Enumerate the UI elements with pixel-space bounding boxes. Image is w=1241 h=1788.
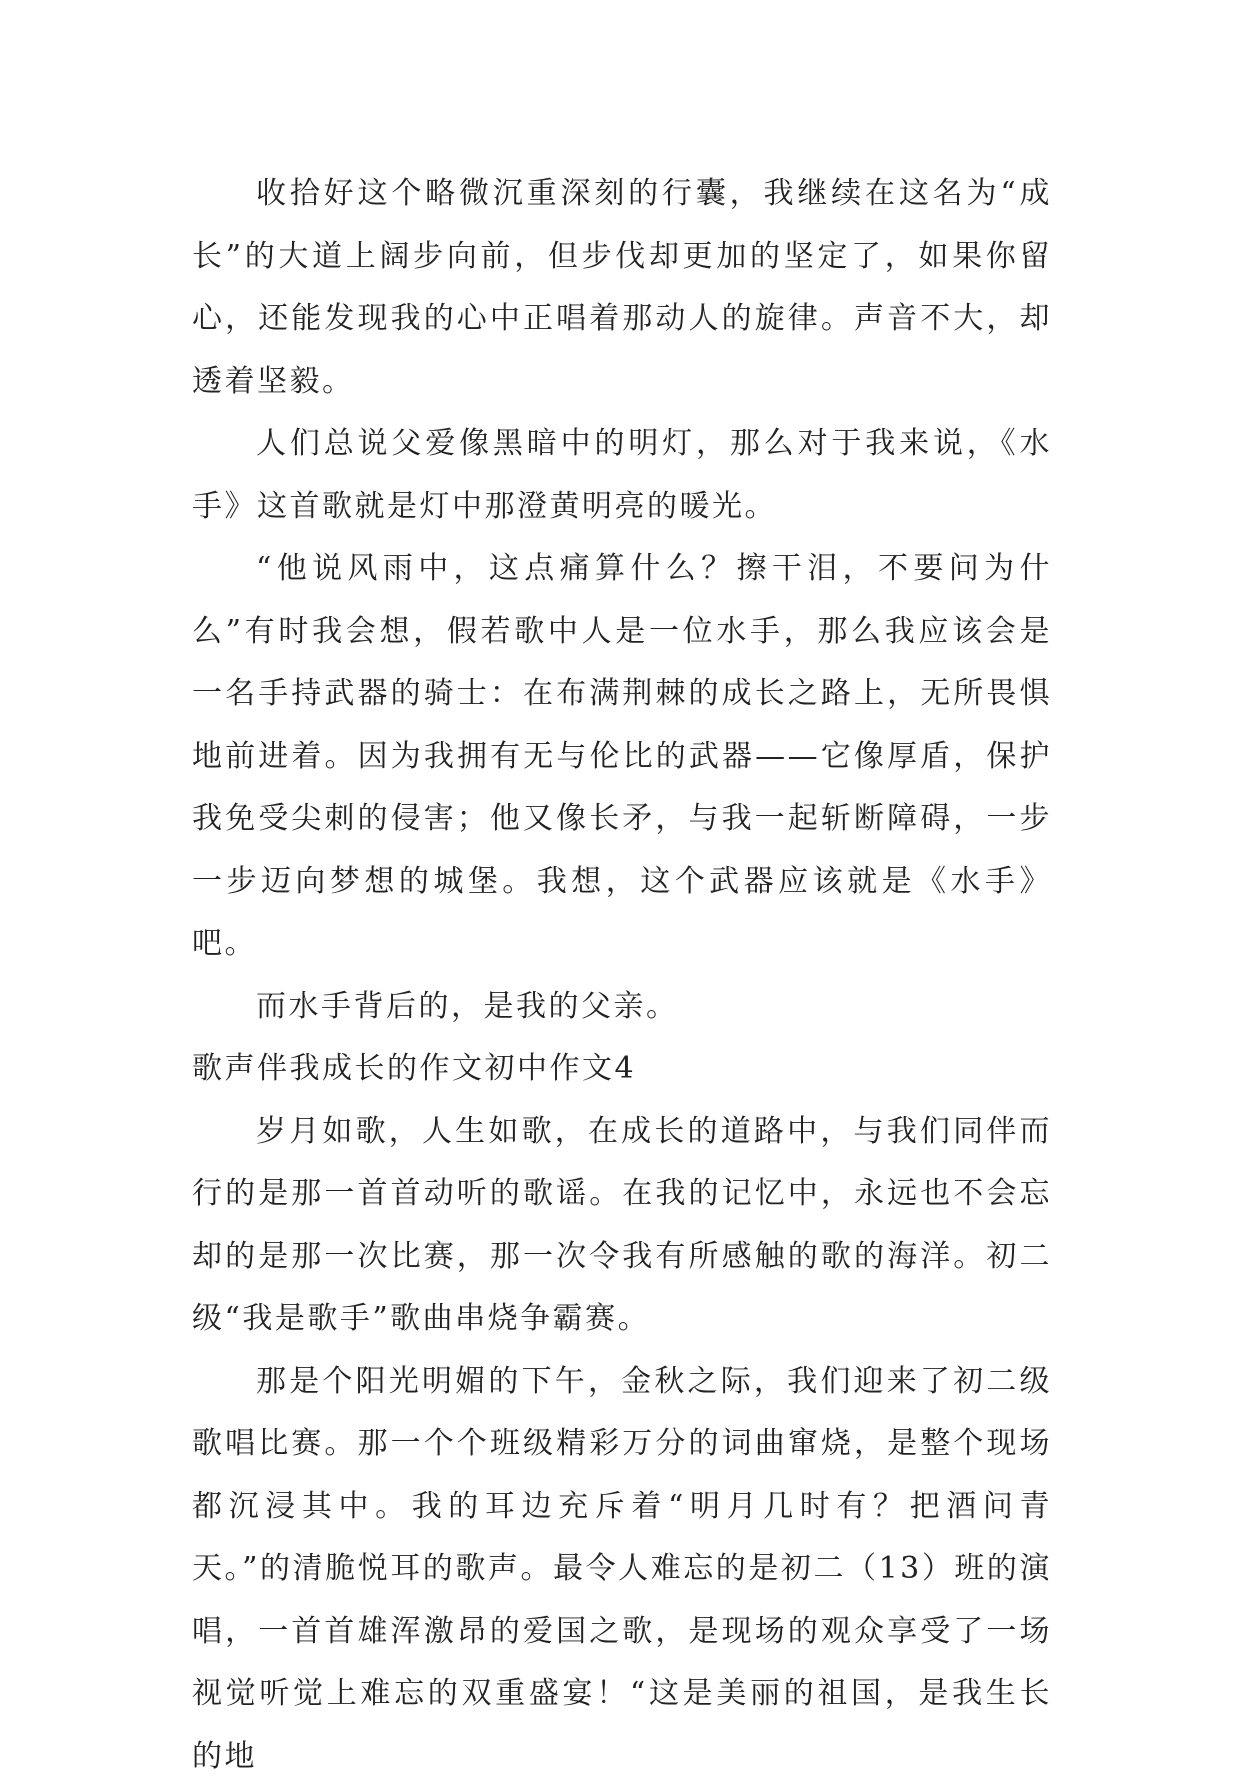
paragraph-knight: “他说风雨中，这点痛算什么？擦干泪，不要问为什么”有时我会想，假若歌中人是一位水手，那么我应该会是一名手持武器的骑士：在布满荆棘的成长之路上，无所畏惧地前进着。因为我拥有无与伦比的武器——它像厚盾，保护我免受尖刺的侵害；他又像长矛，与我一起斩断障碍，一步一步迈向梦想的城堡。我想，这个武器应该就是《水手》吧。 [192, 538, 1052, 976]
paragraph-father: 而水手背后的，是我的父亲。 [192, 976, 1052, 1039]
section-heading: 歌声伴我成长的作文初中作文4 [192, 1038, 1052, 1101]
paragraph-father-love: 人们总说父爱像黑暗中的明灯，那么对于我来说，《水手》这首歌就是灯中那澄黄明亮的暖光。 [192, 413, 1052, 538]
paragraph-singing-contest: 那是个阳光明媚的下午，金秋之际，我们迎来了初二级歌唱比赛。那一个个班级精彩万分的词曲窜烧，是整个现场都沉浸其中。我的耳边充斥着“明月几时有？把酒问青天。”的清脆悦耳的歌声。最令人难忘的是初二（13）班的演唱，一首首雄浑激昂的爱国之歌，是现场的观众享受了一场视觉听觉上难忘的双重盛宴！“这是美丽的祖国，是我生长的地 [192, 1351, 1052, 1788]
paragraph-years-like-song: 岁月如歌，人生如歌，在成长的道路中，与我们同伴而行的是那一首首动听的歌谣。在我的记忆中，永远也不会忘却的是那一次比赛，那一次令我有所感触的歌的海洋。初二级“我是歌手”歌曲串烧争霸赛。 [192, 1101, 1052, 1351]
paragraph-packing-bag: 收拾好这个略微沉重深刻的行囊，我继续在这名为“成长”的大道上阔步向前，但步伐却更加的坚定了，如果你留心，还能发现我的心中正唱着那动人的旋律。声音不大，却透着坚毅。 [192, 163, 1052, 413]
document-body [192, 163, 1052, 1788]
